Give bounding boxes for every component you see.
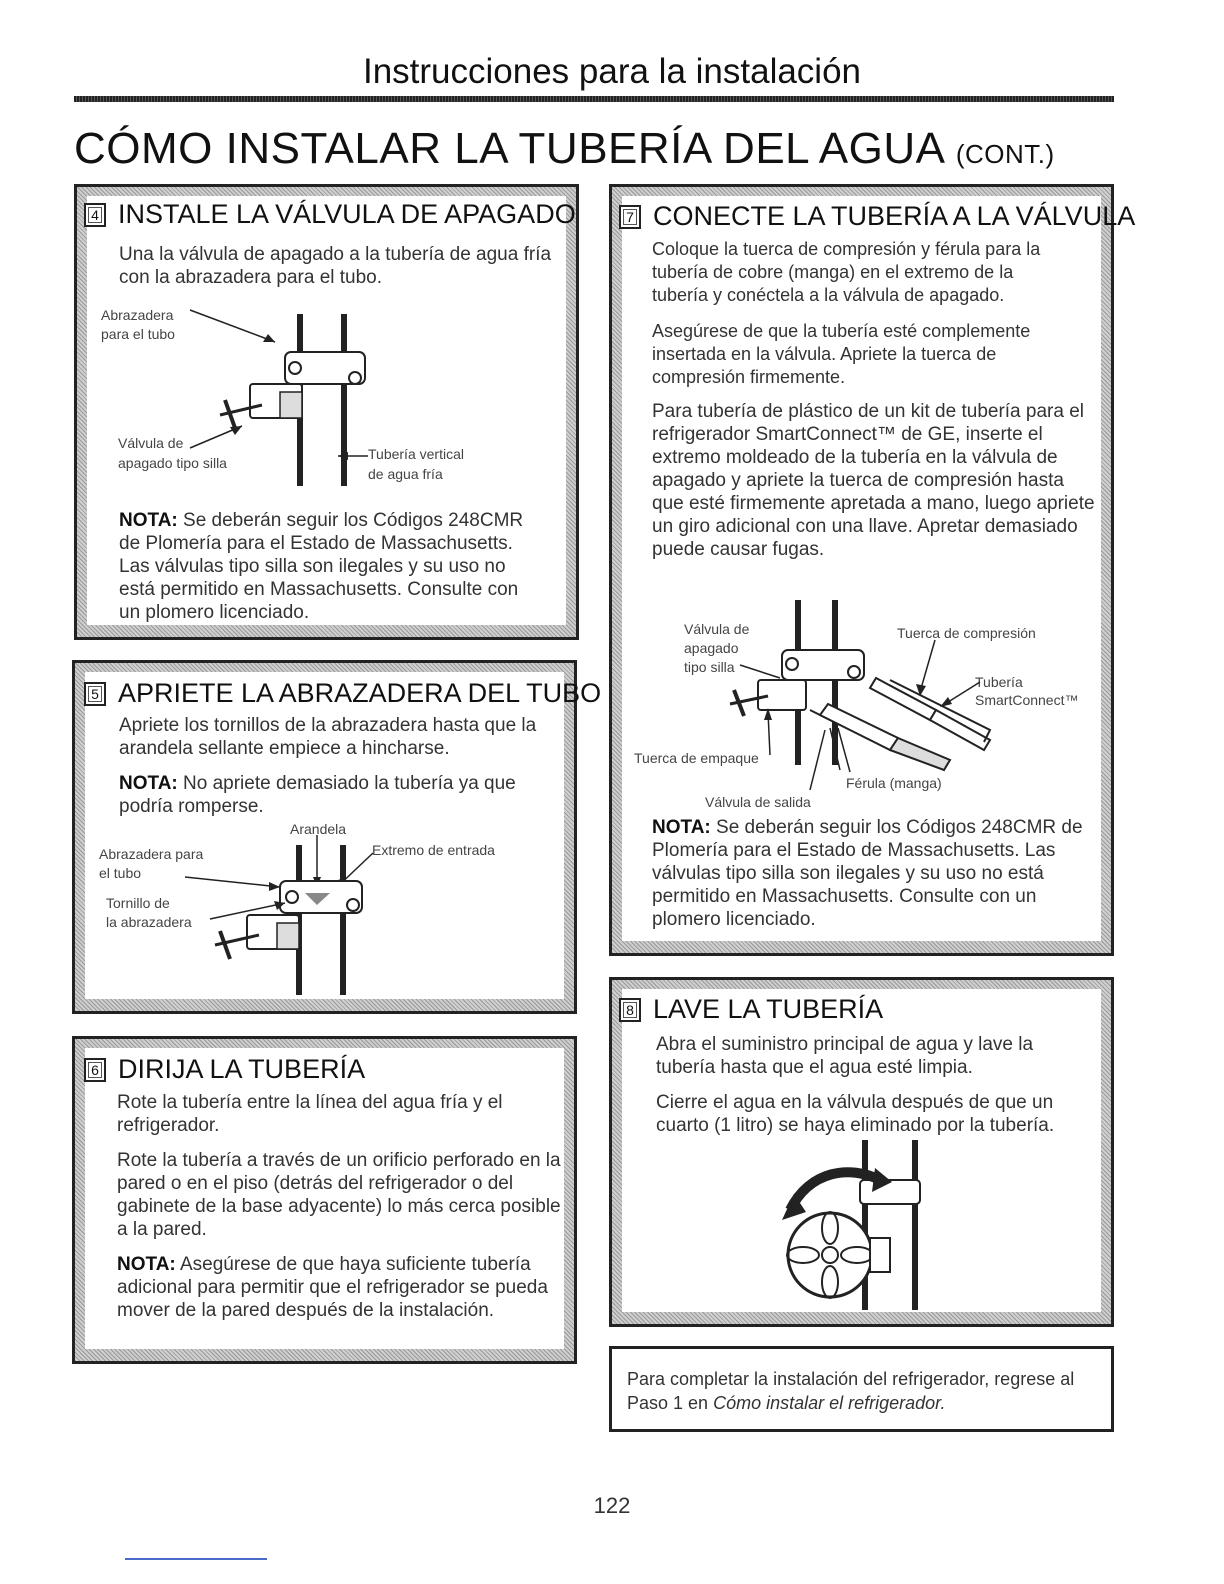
step-7-text-3: Para tubería de plástico de un kit de tubería para el refrigerador SmartConnect™ de GE, inserte el extremo moldeado de la tubería en la válvula de apagado y apriete la tuerca de compresión hasta que esté firmemente apretada a mano, luego apriete un giro adicional con una llave. Apretar demasiado puede causar fugas. <box>652 401 1095 560</box>
step-5-number: 5 <box>84 682 106 706</box>
step-5-note <box>119 772 549 818</box>
step-5-label-inlet: Extremo de entrada <box>372 842 495 858</box>
completion-note-text: Para completar la instalación del refrigerador, regrese al Paso 1 en <box>627 1369 1075 1413</box>
page-title-main: CÓMO INSTALAR LA TUBERÍA DEL AGUA <box>74 124 944 173</box>
step-7-label-comp-nut: Tuerca de compresión <box>897 625 1036 641</box>
step-7-label-valve-2: apagado <box>684 640 739 656</box>
step-7-title: CONECTE LA TUBERÍA A LA VÁLVULA <box>653 201 1136 231</box>
step-6-note-label: NOTA: <box>117 1254 176 1275</box>
footer-rule <box>125 1558 267 1560</box>
step-7-label-valve-3: tipo silla <box>684 659 735 675</box>
step-7-label-packing-nut: Tuerca de empaque <box>634 750 759 766</box>
completion-note <box>627 1367 1097 1415</box>
step-4-note-text: Se deberán seguir los Códigos 248CMR de Plomería para el Estado de Massachusetts. Las válvulas tipo silla son ilegales y su uso no está permitido en Massachusetts. Consulte con un plomero licenciado. <box>119 510 524 623</box>
step-5-label-clamp-1: Abrazadera para <box>99 846 204 862</box>
step-5-text: Apriete los tornillos de la abrazadera hasta que la arandela sellante empiece a hincharse. <box>119 715 537 759</box>
saddle-valve-illustration <box>190 300 390 500</box>
step-8-text-2: Cierre el agua en la válvula después de que un cuarto (1 litro) se haya eliminado por la tubería. <box>656 1092 1055 1136</box>
step-4-label-valve-2: apagado tipo silla <box>118 455 227 471</box>
step-4-label-clamp-1: Abrazadera <box>101 307 174 323</box>
completion-note-link: Cómo instalar el refrigerador. <box>713 1393 946 1413</box>
step-4-title: INSTALE LA VÁLVULA DE APAGADO <box>118 199 576 229</box>
step-7-label-tubing-2: SmartConnect™ <box>975 692 1079 708</box>
valve-connection-illustration <box>740 600 1010 795</box>
header-rule <box>74 96 1114 102</box>
step-5-label-washer: Arandela <box>290 821 347 837</box>
step-7-label-valve-1: Válvula de <box>684 621 750 637</box>
page-title-cont: (CONT.) <box>955 139 1055 169</box>
step-6-title: DIRIJA LA TUBERÍA <box>118 1054 366 1084</box>
step-5-label-screw-2: la abrazadera <box>106 914 192 930</box>
step-4-label-pipe-2: de agua fría <box>368 466 443 482</box>
step-5-note-label: NOTA: <box>119 773 178 794</box>
flush-valve-illustration <box>770 1140 950 1315</box>
step-7-label-tubing-1: Tubería <box>975 674 1023 690</box>
step-6-text-2: Rote la tubería a través de un orificio perforado en la pared o en el piso (detrás del refrigerador o del gabinete de la base adyacente) lo más cerca posible a la pared. <box>117 1150 561 1240</box>
step-4-note-label: NOTA: <box>119 510 178 531</box>
section-header: Instrucciones para la instalación <box>362 52 862 91</box>
step-7-text-2: Asegúrese de que la tubería esté complemente insertada en la válvula. Apriete la tuerca de compresión firmemente. <box>652 321 1031 387</box>
step-6-note-text: Asegúrese de que haya suficiente tubería adicional para permitir que el refrigerador se pueda mover de la pared después de la instalación. <box>117 1254 548 1321</box>
step-4-label-clamp-2: para el tubo <box>101 326 175 342</box>
step-7-label-outlet: Válvula de salida <box>705 794 811 810</box>
step-4-label-pipe-1: Tubería vertical <box>368 446 464 462</box>
step-7-text-1: Coloque la tuerca de compresión y férula para la tubería de cobre (manga) en el extremo de la tubería y conéctela a la válvula de apagado. <box>652 239 1041 305</box>
step-7-label-ferrule: Férula (manga) <box>846 775 942 791</box>
step-5-note-text: No apriete demasiado la tubería ya que podría romperse. <box>119 773 516 817</box>
step-8-number: 8 <box>619 998 641 1022</box>
step-8-heading <box>619 994 883 1025</box>
step-5-label-clamp-2: el tubo <box>99 865 142 881</box>
step-5-label-screw-1: Tornillo de <box>106 895 170 911</box>
step-4-heading <box>84 199 576 230</box>
step-6-heading <box>84 1054 365 1085</box>
page-number: 122 <box>593 1493 631 1518</box>
step-7-note-label: NOTA: <box>652 817 711 838</box>
step-4-note <box>119 509 539 624</box>
step-8-title: LAVE LA TUBERÍA <box>653 994 884 1024</box>
step-6-note <box>117 1253 552 1322</box>
step-5-title: APRIETE LA ABRAZADERA DEL TUBO <box>118 678 602 708</box>
step-7-note-text: Se deberán seguir los Códigos 248CMR de Plomería para el Estado de Massachusetts. Las válvulas tipo silla son ilegales y su uso no está permitido en Massachusetts. Consulte con un plomero licenciado. <box>652 817 1083 930</box>
step-4-label-valve-1: Válvula de <box>118 435 184 451</box>
step-8-text-1: Abra el suministro principal de agua y lave la tubería hasta que el agua esté limpia. <box>656 1034 1034 1078</box>
step-4-text: Una la válvula de apagado a la tubería de agua fría con la abrazadera para el tubo. <box>119 244 552 288</box>
page-title <box>74 124 1055 174</box>
step-5-heading <box>84 678 601 709</box>
step-6-text-1: Rote la tubería entre la línea del agua fría y el refrigerador. <box>117 1092 503 1136</box>
pipe-clamp-illustration <box>185 835 385 1000</box>
step-7-number: 7 <box>619 205 641 229</box>
step-7-note <box>652 816 1100 931</box>
step-7-heading <box>619 201 1135 232</box>
step-4-number: 4 <box>84 203 106 227</box>
step-6-number: 6 <box>84 1058 106 1082</box>
